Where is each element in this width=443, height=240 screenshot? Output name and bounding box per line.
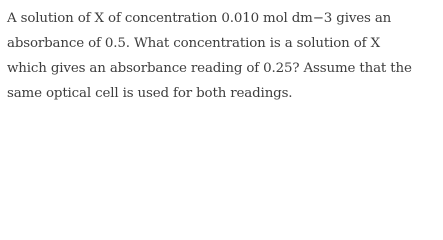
question-line-3: which gives an absorbance reading of 0.25? Assume that the	[7, 61, 412, 76]
question-line-1: A solution of X of concentration 0.010 mol dm−3 gives an	[7, 11, 392, 26]
question-text	[0, 0, 443, 106]
question-line-4: same optical cell is used for both readings.	[7, 86, 293, 101]
question-line-2: absorbance of 0.5. What concentration is a solution of X	[7, 36, 380, 51]
